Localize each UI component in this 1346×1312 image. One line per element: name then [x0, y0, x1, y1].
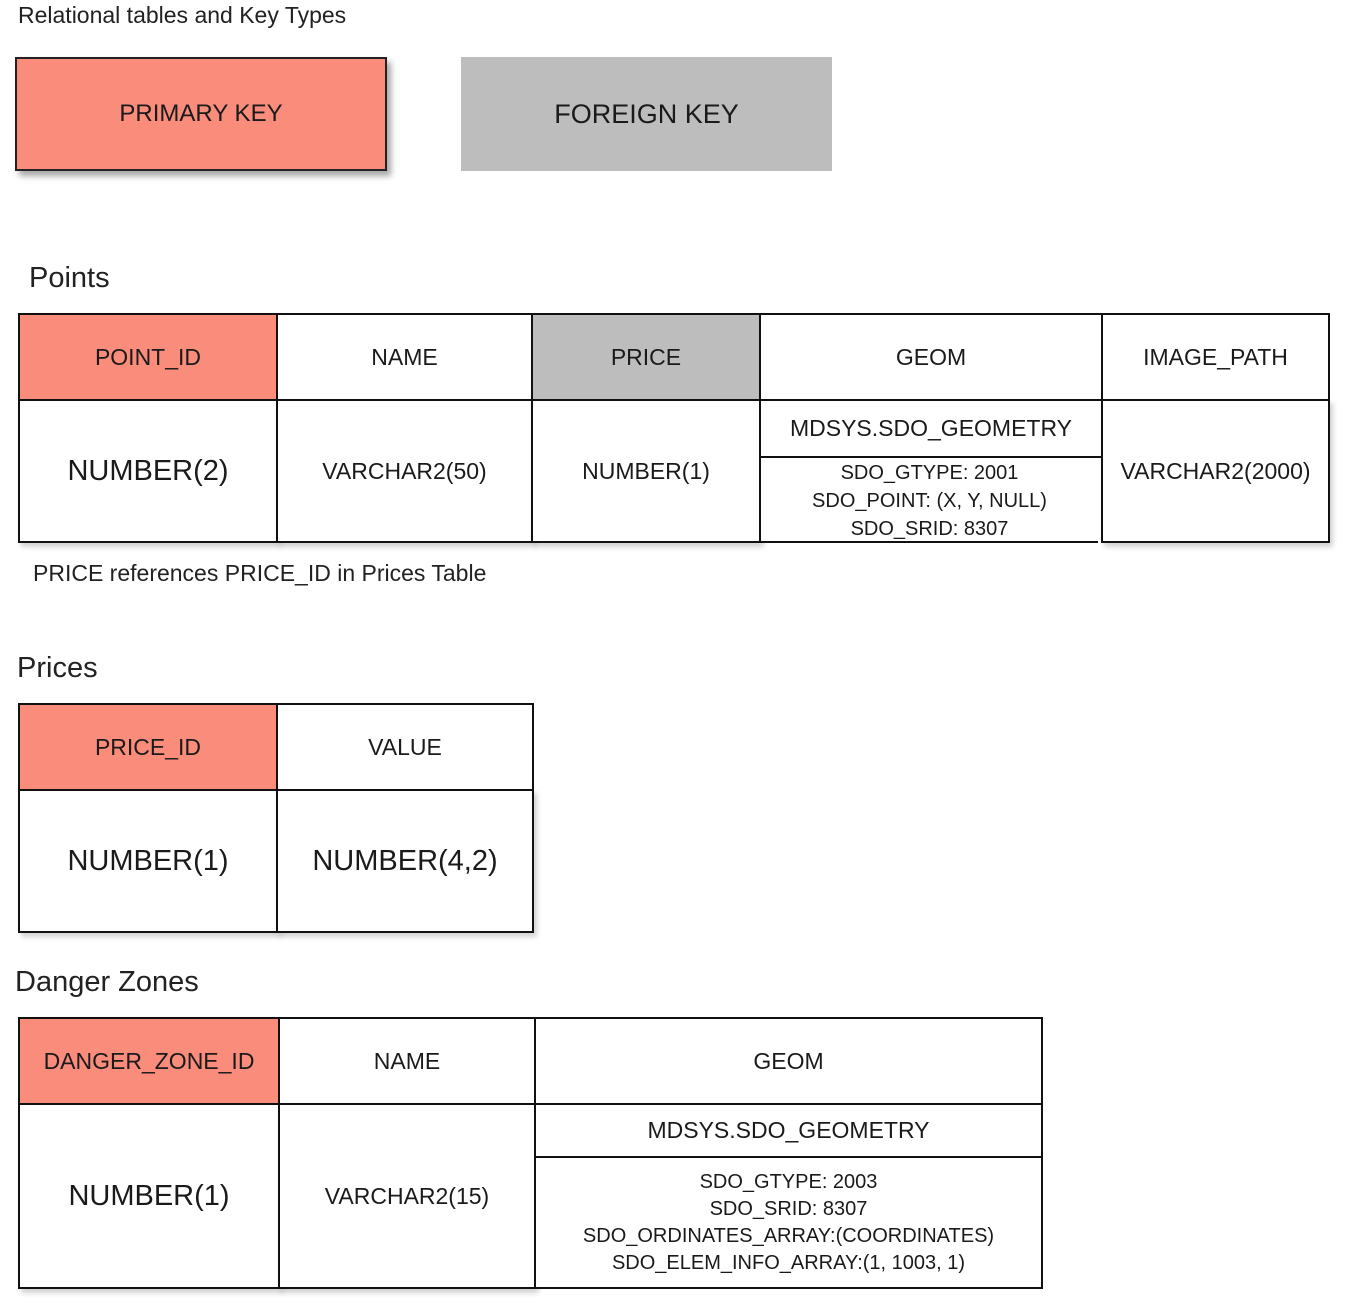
points-type-price: NUMBER(1): [531, 399, 761, 543]
diagram-title: Relational tables and Key Types: [18, 2, 347, 28]
points-geom-details: [759, 456, 1098, 543]
points-table-label: Points: [29, 262, 110, 294]
danger-zones-geom-gtype: SDO_GTYPE: 2003: [699, 1170, 878, 1193]
points-geom-point: SDO_POINT: (X, Y, NULL): [812, 489, 1047, 512]
prices-type-price-id: NUMBER(1): [18, 789, 278, 933]
points-type-image-path: VARCHAR2(2000): [1101, 399, 1330, 543]
points-foreign-key-note: PRICE references PRICE_ID in Prices Table: [33, 560, 487, 586]
points-geom-gtype: SDO_GTYPE: 2001: [840, 461, 1019, 484]
danger-zones-header-name: NAME: [278, 1017, 536, 1105]
points-geom-srid: SDO_SRID: 8307: [850, 517, 1009, 540]
points-header-point-id: POINT_ID: [18, 313, 278, 401]
points-type-point-id: NUMBER(2): [18, 399, 278, 543]
danger-zones-geom-elem-info: SDO_ELEM_INFO_ARRAY:(1, 1003, 1): [611, 1251, 966, 1274]
points-header-price: PRICE: [531, 313, 761, 401]
danger-zones-type-name: VARCHAR2(15): [278, 1103, 536, 1289]
legend-foreign-key: FOREIGN KEY: [461, 57, 832, 171]
danger-zones-header-id: DANGER_ZONE_ID: [18, 1017, 280, 1105]
danger-zones-geom-details: [534, 1156, 1043, 1289]
points-header-geom: GEOM: [759, 313, 1103, 401]
danger-zones-geom-ordinates: SDO_ORDINATES_ARRAY:(COORDINATES): [582, 1224, 995, 1247]
prices-header-price-id: PRICE_ID: [18, 703, 278, 791]
points-header-image-path: IMAGE_PATH: [1101, 313, 1330, 401]
danger-zones-geom-srid: SDO_SRID: 8307: [709, 1197, 868, 1220]
danger-zones-type-id: NUMBER(1): [18, 1103, 280, 1289]
legend-primary-key: PRIMARY KEY: [15, 57, 387, 171]
danger-zones-type-geom: MDSYS.SDO_GEOMETRY: [534, 1103, 1043, 1158]
points-header-name: NAME: [276, 313, 533, 401]
points-type-geom: MDSYS.SDO_GEOMETRY: [759, 399, 1103, 458]
danger-zones-header-geom: GEOM: [534, 1017, 1043, 1105]
prices-header-value: VALUE: [276, 703, 534, 791]
points-type-name: VARCHAR2(50): [276, 399, 533, 543]
prices-type-value: NUMBER(4,2): [276, 789, 534, 933]
danger-zones-table-label: Danger Zones: [15, 966, 199, 998]
prices-table-label: Prices: [17, 652, 98, 684]
